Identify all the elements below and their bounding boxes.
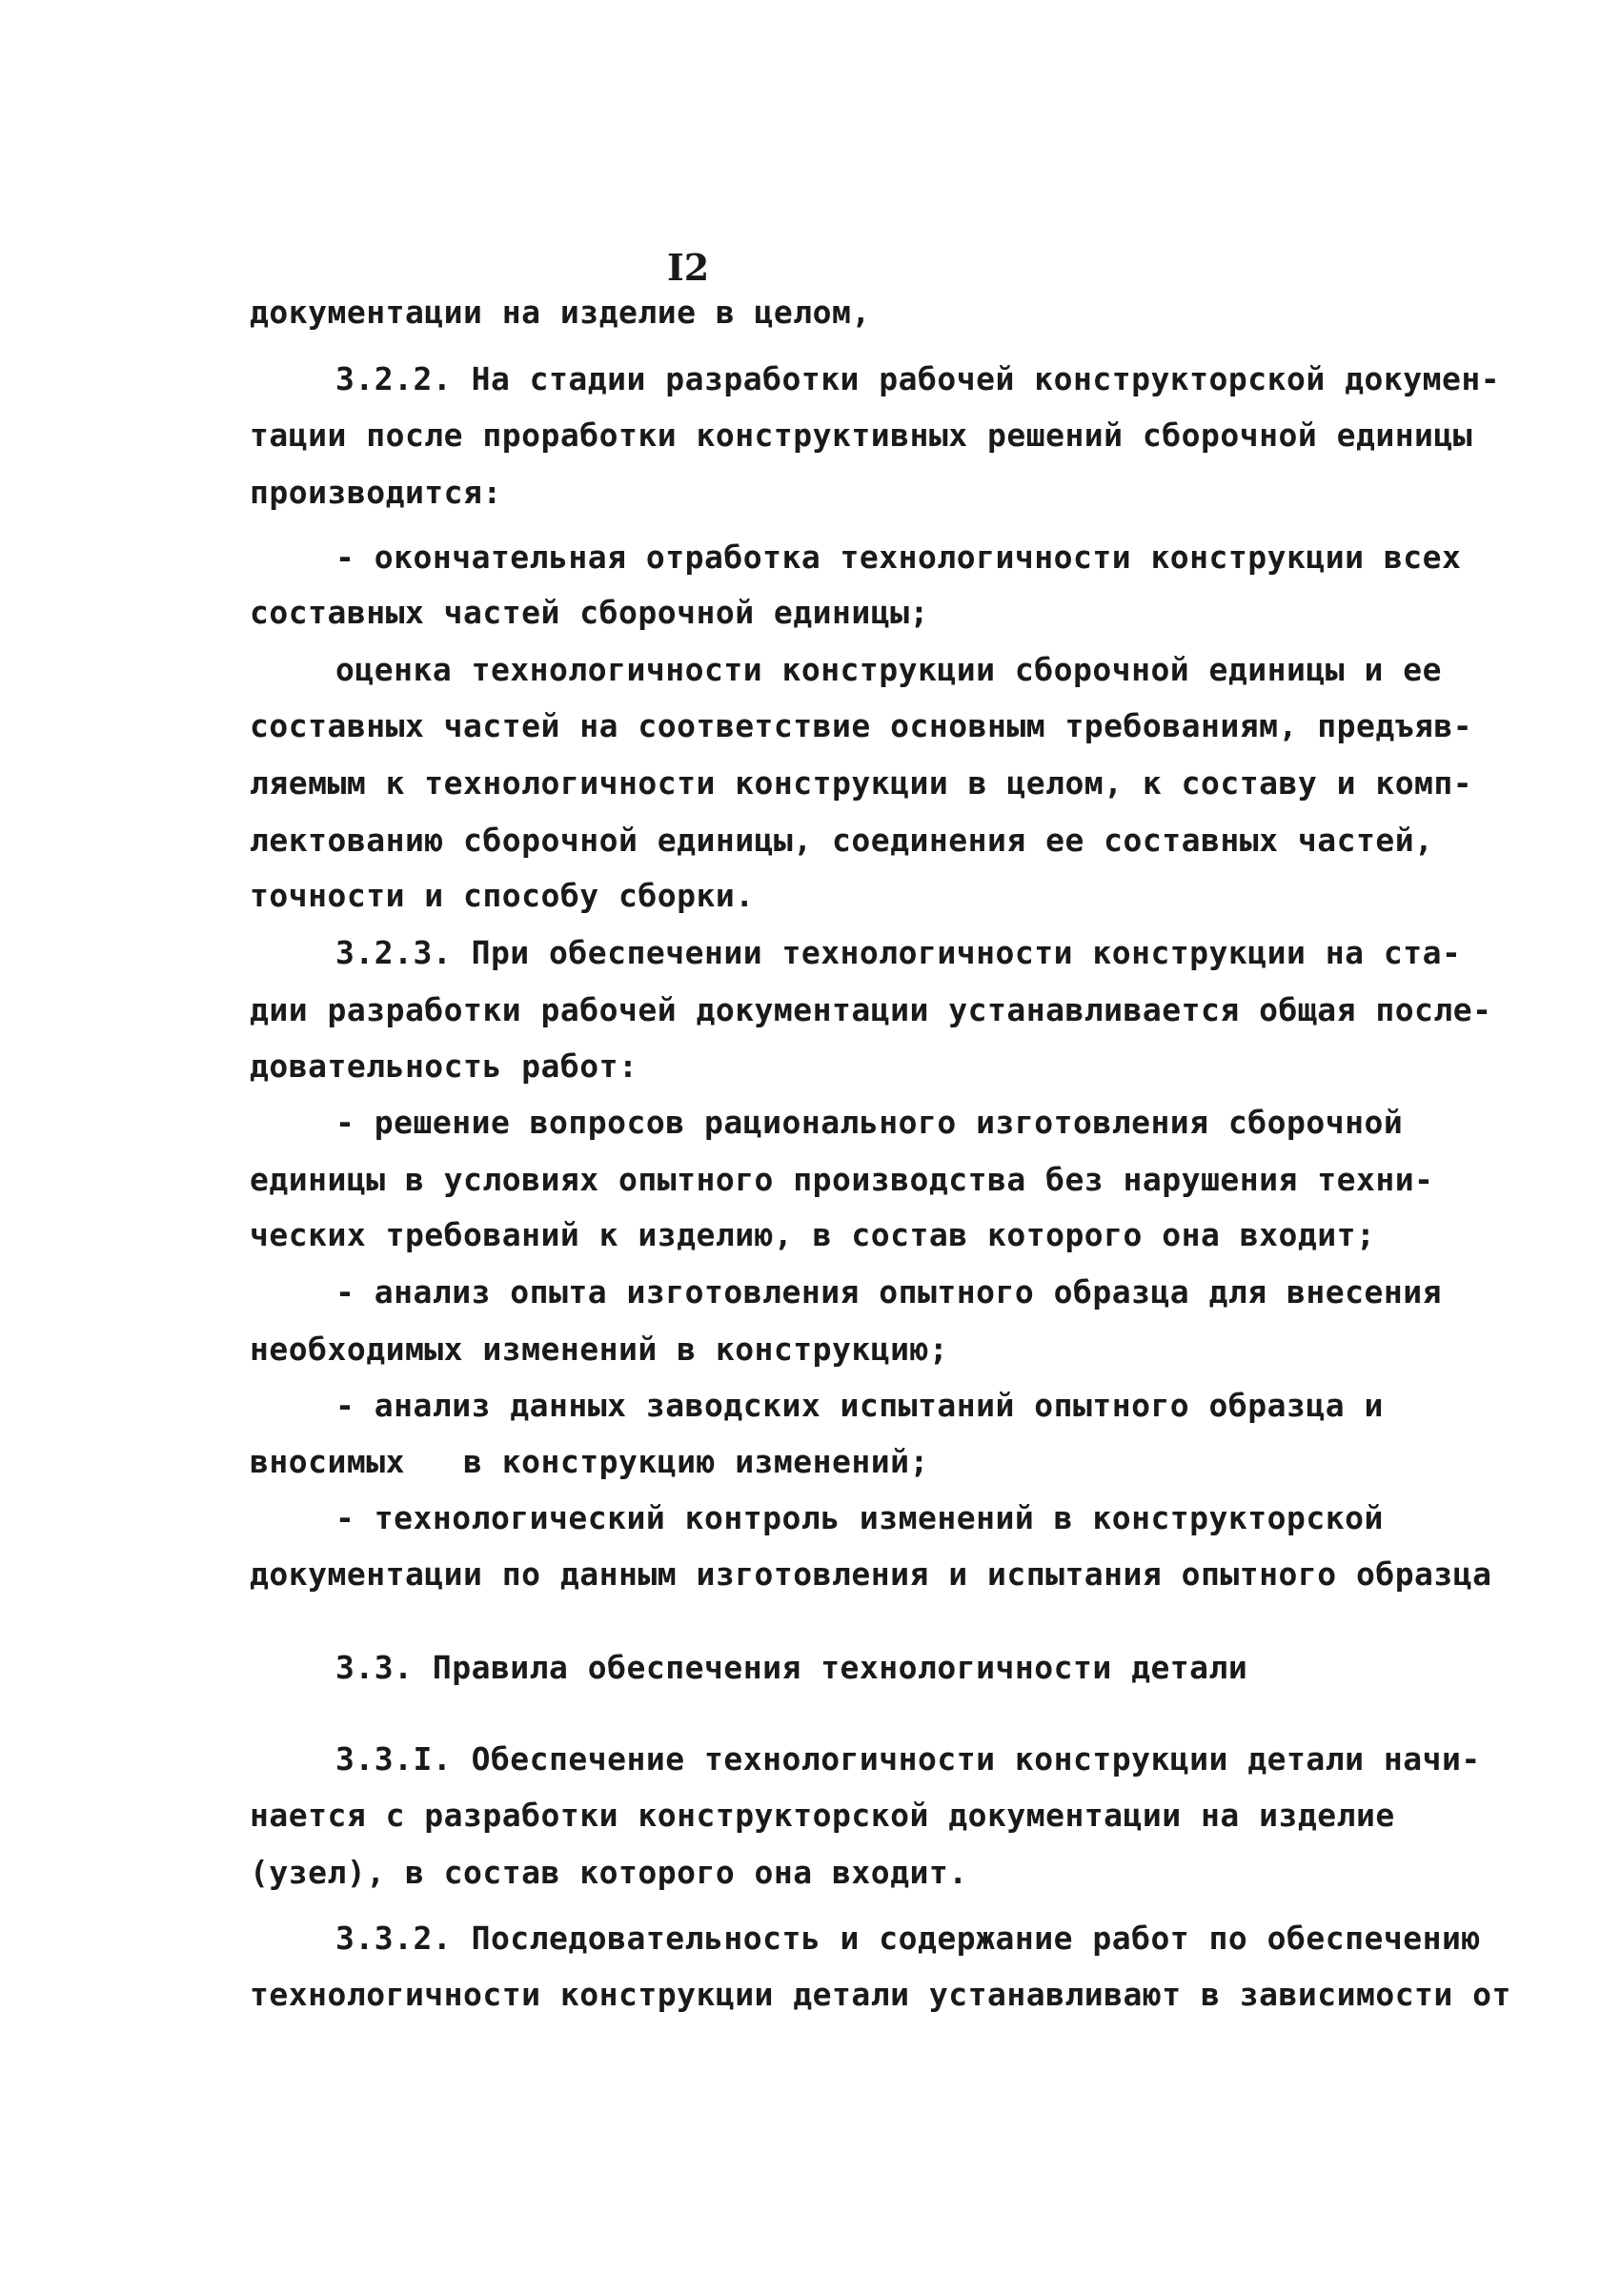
text-line: дии разработки рабочей документации устанавливается общая после- (250, 991, 1492, 1028)
text-line: технологичности конструкции детали устанавливают в зависимости от (250, 1976, 1511, 2013)
text-line: лектованию сборочной единицы, соединения ее составных частей, (250, 822, 1434, 859)
section-heading: 3.3. Правила обеспечения технологичности детали (335, 1649, 1248, 1686)
text-line: составных частей сборочной единицы; (250, 594, 929, 631)
text-line: необходимых изменений в конструкцию; (250, 1331, 949, 1368)
text-line: (узел), в состав которого она входит. (250, 1854, 968, 1891)
text-line: довательность работ: (250, 1047, 638, 1085)
text-line: ческих требований к изделию, в состав которого она входит; (250, 1216, 1376, 1253)
text-line: точности и способу сборки. (250, 877, 755, 914)
text-line: 3.2.2. На стадии разработки рабочей конструкторской докумен- (335, 360, 1501, 397)
text-line: нается с разработки конструкторской документации на изделие (250, 1797, 1395, 1834)
page-number: I2 (667, 246, 710, 289)
text-line: тации после проработки конструктивных решений сборочной единицы (250, 417, 1473, 454)
text-line: вносимых в конструкцию изменений; (250, 1443, 929, 1480)
text-line: - анализ данных заводских испытаний опытного образца и (335, 1387, 1384, 1424)
text-line: - анализ опыта изготовления опытного образца для внесения (335, 1273, 1442, 1311)
text-line: единицы в условиях опытного производства без нарушения техни- (250, 1161, 1434, 1198)
text-line: производится: (250, 474, 502, 511)
text-line: - окончательная отработка технологичности конструкции всех (335, 538, 1462, 576)
text-line: - технологический контроль изменений в конструкторской (335, 1499, 1384, 1536)
text-line: 3.2.3. При обеспечении технологичности конструкции на ста- (335, 934, 1462, 971)
text-line: составных частей на соответствие основным требованиям, предъяв- (250, 707, 1473, 744)
text-line: ляемым к технологичности конструкции в целом, к составу и комп- (250, 764, 1473, 802)
text-line: оценка технологичности конструкции сборочной единицы и ее (335, 651, 1442, 688)
text-line: 3.3.I. Обеспечение технологичности конструкции детали начи- (335, 1740, 1481, 1778)
text-line: документации на изделие в целом, (250, 294, 871, 331)
text-line: 3.3.2. Последовательность и содержание работ по обеспечению (335, 1920, 1481, 1957)
text-line: - решение вопросов рационального изготовления сборочной (335, 1104, 1404, 1141)
text-line: документации по данным изготовления и испытания опытного образца (250, 1555, 1492, 1593)
